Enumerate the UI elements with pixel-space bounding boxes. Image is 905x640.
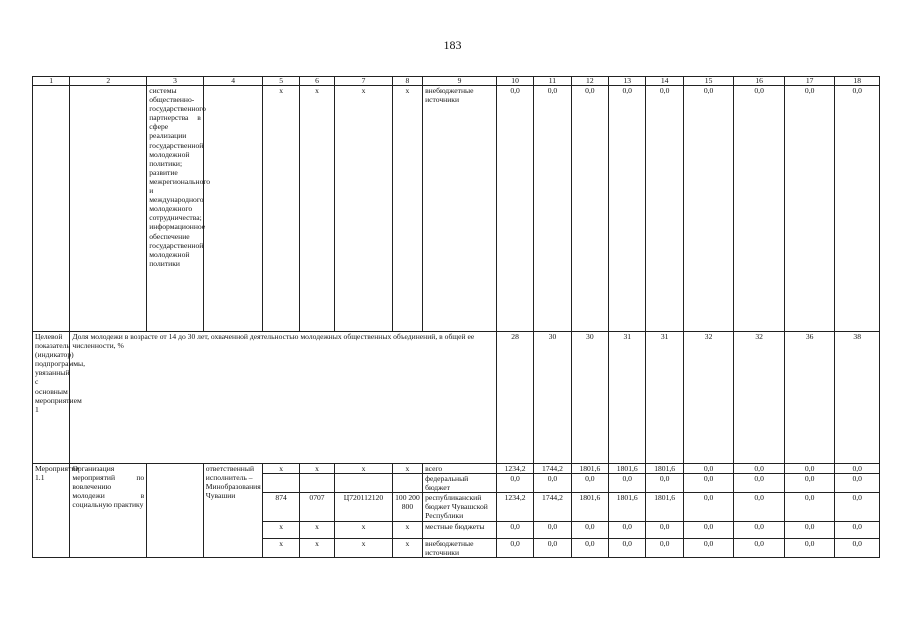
cell-empty [203,86,263,332]
value-cell: 0,0 [683,474,734,493]
measure-row [33,464,880,474]
x-mark: x [392,86,422,332]
header-cell: 13 [609,77,646,86]
value-cell: 0,0 [734,464,785,474]
header-cell: 18 [835,77,880,86]
x-mark: x [299,86,334,332]
value-cell: 0,0 [835,493,880,521]
indicator-value: 36 [784,332,835,464]
value-cell: 0,0 [734,86,785,332]
code-cell: x [299,538,334,557]
value-cell: 0,0 [646,538,683,557]
indicator-value: 31 [609,332,646,464]
code-cell: 874 [263,493,299,521]
indicator-value: 30 [571,332,608,464]
value-cell: 0,0 [835,86,880,332]
value-cell: 0,0 [734,538,785,557]
code-cell [263,474,299,493]
code-cell: 0707 [299,493,334,521]
indicator-value: 31 [646,332,683,464]
value-cell: 0,0 [646,86,683,332]
code-cell: x [263,521,299,538]
code-cell: Ц720112120 [335,493,393,521]
cell-empty [70,86,147,332]
code-cell: 100 200 800 [392,493,422,521]
value-cell: 1801,6 [609,464,646,474]
value-cell: 0,0 [683,464,734,474]
value-cell: 0,0 [784,521,835,538]
value-cell: 0,0 [609,474,646,493]
value-cell: 0,0 [734,474,785,493]
code-cell [335,474,393,493]
header-cell: 3 [147,77,204,86]
value-cell: 1744,2 [534,464,571,474]
header-cell: 8 [392,77,422,86]
value-cell: 0,0 [683,493,734,521]
value-cell: 0,0 [835,538,880,557]
value-cell: 0,0 [784,464,835,474]
value-cell: 1801,6 [646,493,683,521]
value-cell: 0,0 [646,521,683,538]
code-cell: x [335,464,393,474]
x-mark: x [263,86,299,332]
value-cell: 0,0 [571,86,608,332]
header-row [33,77,880,86]
value-cell: 0,0 [496,474,533,493]
value-cell: 0,0 [496,86,533,332]
value-cell: 0,0 [534,521,571,538]
header-cell: 12 [571,77,608,86]
value-cell: 1234,2 [496,493,533,521]
value-cell: 0,0 [609,86,646,332]
budget-table [32,76,880,558]
code-cell: x [335,521,393,538]
header-cell: 15 [683,77,734,86]
value-cell: 1801,6 [646,464,683,474]
value-cell: 1801,6 [571,464,608,474]
code-cell: x [392,538,422,557]
header-cell: 10 [496,77,533,86]
code-cell: x [299,464,334,474]
value-cell: 1234,2 [496,464,533,474]
value-cell: 0,0 [571,474,608,493]
value-cell: 0,0 [734,521,785,538]
cell-empty [147,464,204,558]
funding-source: федеральный бюджет [423,474,497,493]
funding-source: внебюджетные источники [423,538,497,557]
indicator-row [33,332,880,464]
value-cell: 0,0 [835,464,880,474]
code-cell: x [299,521,334,538]
value-cell: 0,0 [571,521,608,538]
header-cell: 4 [203,77,263,86]
header-cell: 14 [646,77,683,86]
header-cell: 9 [423,77,497,86]
header-cell: 5 [263,77,299,86]
indicator-value: 32 [683,332,734,464]
funding-source: республиканский бюджет Чувашской Республики [423,493,497,521]
value-cell: 0,0 [683,86,734,332]
value-cell: 0,0 [835,521,880,538]
code-cell: x [335,538,393,557]
indicator-value: 38 [835,332,880,464]
indicator-description: Доля молодежи в возрасте от 14 до 30 лет, охваченной деятельностью молодежных общественных объединений, в общей ее численности, % [70,332,496,464]
value-cell: 0,0 [534,538,571,557]
measure-name: Организация мероприятий по вовлечению молодежи в социальную практику [70,464,147,558]
code-cell: x [392,521,422,538]
value-cell: 0,0 [609,521,646,538]
value-cell: 0,0 [784,86,835,332]
code-cell [392,474,422,493]
value-cell: 0,0 [496,521,533,538]
value-cell: 1744,2 [534,493,571,521]
indicator-value: 32 [734,332,785,464]
code-cell [299,474,334,493]
funding-source: внебюджетные источники [423,86,497,332]
value-cell: 0,0 [683,538,734,557]
value-cell: 1801,6 [609,493,646,521]
header-cell: 2 [70,77,147,86]
value-cell: 0,0 [784,493,835,521]
indicator-label: Целевой показатель (индикатор) подпрограммы, увязанный с основным мероприятием 1 [33,332,70,464]
x-mark: x [335,86,393,332]
value-cell: 0,0 [534,86,571,332]
value-cell: 0,0 [784,538,835,557]
value-cell: 0,0 [734,493,785,521]
code-cell: x [263,538,299,557]
funding-source: всего [423,464,497,474]
code-cell: x [392,464,422,474]
measure-description-continued: системы общественно-государственного партнерства в сфере реализации государственной молодежной политики; развитие межрегионального и международного молодежного сотрудничества; информационное обеспечение государственной молодежной политики [147,86,204,332]
page-number: 183 [443,38,462,52]
value-cell: 0,0 [835,474,880,493]
value-cell: 0,0 [609,538,646,557]
value-cell: 0,0 [534,474,571,493]
cell-empty [33,86,70,332]
header-cell: 17 [784,77,835,86]
header-cell: 16 [734,77,785,86]
value-cell: 0,0 [646,474,683,493]
value-cell: 0,0 [683,521,734,538]
header-cell: 7 [335,77,393,86]
continuation-row [33,86,880,332]
funding-source: местные бюджеты [423,521,497,538]
measure-label: Мероприятие 1.1 [33,464,70,558]
header-cell: 1 [33,77,70,86]
header-cell: 6 [299,77,334,86]
indicator-value: 30 [534,332,571,464]
header-cell: 11 [534,77,571,86]
value-cell: 1801,6 [571,493,608,521]
indicator-value: 28 [496,332,533,464]
code-cell: x [263,464,299,474]
value-cell: 0,0 [571,538,608,557]
value-cell: 0,0 [784,474,835,493]
value-cell: 0,0 [496,538,533,557]
executor: ответственный исполнитель – Минобразования Чувашии [203,464,263,558]
